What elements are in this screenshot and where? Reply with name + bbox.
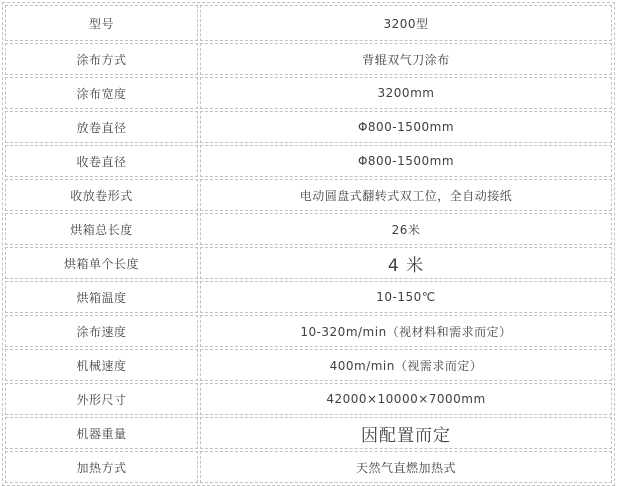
spec-label: 收放卷形式: [5, 179, 198, 211]
table-row: [5, 281, 612, 313]
spec-table: [2, 2, 615, 486]
spec-label: 收卷直径: [5, 145, 198, 177]
table-row: [5, 77, 612, 109]
spec-label: 机械速度: [5, 349, 198, 381]
spec-label: 机器重量: [5, 417, 198, 449]
table-row: [5, 179, 612, 211]
table-row: [5, 43, 612, 75]
spec-value: 背辊双气刀涂布: [200, 43, 612, 75]
spec-value: 400m/min（视需求而定）: [200, 349, 612, 381]
table-row: [5, 383, 612, 415]
spec-label: 型号: [5, 5, 198, 41]
table-row: [5, 417, 612, 449]
spec-label: 加热方式: [5, 451, 198, 483]
spec-label: 放卷直径: [5, 111, 198, 143]
spec-value: 电动圆盘式翻转式双工位，全自动接纸: [200, 179, 612, 211]
table-row: [5, 111, 612, 143]
spec-value: Φ800-1500mm: [200, 111, 612, 143]
spec-value-emphasis: 4 米: [200, 247, 612, 279]
spec-label: 涂布方式: [5, 43, 198, 75]
spec-value: 42000×10000×7000mm: [200, 383, 612, 415]
spec-value: 3200型: [200, 5, 612, 41]
spec-value: 26米: [200, 213, 612, 245]
spec-label: 烘箱总长度: [5, 213, 198, 245]
spec-value: 3200mm: [200, 77, 612, 109]
table-row: [5, 451, 612, 483]
table-row: [5, 349, 612, 381]
spec-label: 外形尺寸: [5, 383, 198, 415]
spec-value: 10-320m/min（视材料和需求而定）: [200, 315, 612, 347]
spec-value: Φ800-1500mm: [200, 145, 612, 177]
spec-value: 10-150℃: [200, 281, 612, 313]
table-row: [5, 213, 612, 245]
table-row: [5, 315, 612, 347]
spec-label: 涂布宽度: [5, 77, 198, 109]
spec-value-emphasis: 因配置而定: [200, 417, 612, 449]
table-row: [5, 5, 612, 41]
spec-label: 烘箱温度: [5, 281, 198, 313]
spec-label: 烘箱单个长度: [5, 247, 198, 279]
table-row: [5, 145, 612, 177]
table-row: [5, 247, 612, 279]
spec-value: 天然气直燃加热式: [200, 451, 612, 483]
spec-label: 涂布速度: [5, 315, 198, 347]
